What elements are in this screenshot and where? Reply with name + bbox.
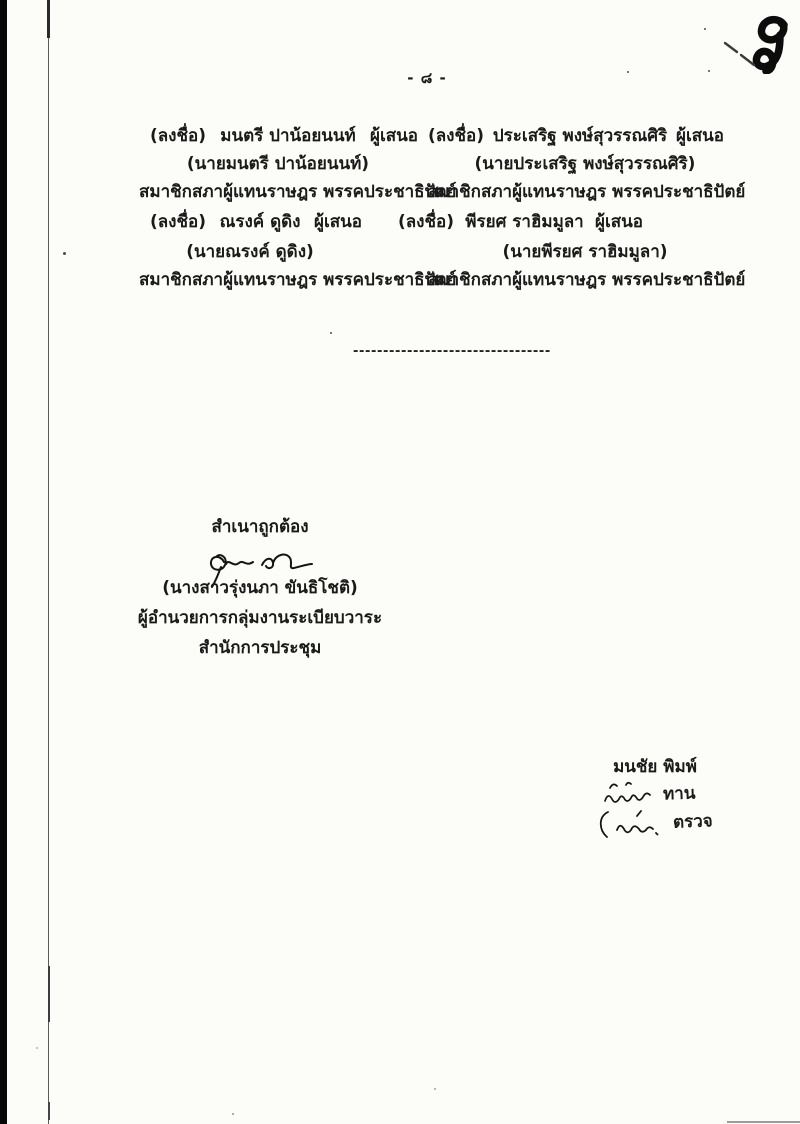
scan-paper-edge-line [48, 0, 49, 1124]
proposer-membership: สมาชิกสภาผู้แทนราษฎร พรรคประชาธิปัตย์ [139, 182, 457, 202]
checker-signature-handwriting-icon [596, 808, 666, 840]
proposer-name: มนตรี ปาน้อยนนท์ [220, 126, 356, 146]
scan-edge-black-bar [0, 0, 7, 1124]
proposer-membership: สมาชิกสภาผู้แทนราษฎร พรรคประชาธิปัตย์ [428, 270, 746, 290]
scan-speck [36, 1047, 38, 1049]
proposer-name: ประเสริฐ พงษ์สุวรรณศิริ [492, 126, 668, 146]
proposer-role: ผู้เสนอ [370, 126, 418, 146]
certifier-office: สำนักการประชุม [198, 638, 322, 658]
proposer-sign-line [150, 210, 362, 234]
scan-speck [704, 28, 706, 30]
checker-action-word: ตรวจ [672, 811, 714, 833]
scan-bottom-edge-line [727, 1121, 800, 1123]
proposer-sign-line [428, 124, 724, 148]
proposer-membership: สมาชิกสภาผู้แทนราษฎร พรรคประชาธิปัตย์ [139, 270, 457, 290]
scan-speck [63, 252, 66, 255]
proposer-name: พีรยศ ราฮิมมูลา [465, 212, 584, 232]
scan-speck [232, 1113, 234, 1115]
checker-note [596, 808, 713, 840]
proofreader-signature-handwriting-icon [602, 780, 656, 808]
certifier-position: ผู้อำนวยการกลุ่มงานระเบียบวาระ [137, 608, 383, 628]
scan-speck [627, 71, 629, 73]
typist-line: มนชัย พิมพ์ [613, 757, 697, 777]
proofreader-note [602, 780, 695, 808]
proposer-sign-line [398, 210, 643, 234]
sign-label: (ลงชื่อ) [150, 212, 207, 232]
page-number: - ๘ - [407, 69, 447, 87]
certified-copy-title: สำเนาถูกต้อง [211, 517, 309, 537]
proofreader-action-word: ทาน [662, 783, 696, 805]
certifier-name: (นางสาวรุ่งนภา ขันธิโชติ) [162, 578, 358, 598]
scan-speck [708, 70, 710, 72]
scan-paper-edge-line-cap [47, 0, 50, 38]
proposer-name-parenthesized: (นายประเสริฐ พงษ์สุวรรณศิริ) [474, 154, 696, 174]
proposer-name-parenthesized: (นายมนตรี ปาน้อยนนท์) [186, 154, 370, 174]
sign-label: (ลงชื่อ) [398, 212, 455, 232]
scan-paper-edge-smudge [48, 966, 50, 1022]
proposer-role: ผู้เสนอ [595, 212, 643, 232]
proposer-name-parenthesized: (นายณรงค์ ดูดิง) [186, 242, 314, 262]
proposer-role: ผู้เสนอ [314, 212, 362, 232]
section-divider-dashes: --------------------------------- [353, 344, 551, 359]
scan-paper-edge-smudge [48, 1102, 50, 1120]
corner-slash-mark [722, 40, 758, 68]
proposer-name-parenthesized: (นายพีรยศ ราฮิมมูลา) [502, 242, 668, 262]
sign-label: (ลงชื่อ) [150, 126, 207, 146]
proposer-role: ผู้เสนอ [676, 126, 724, 146]
proposer-name: ณรงค์ ดูดิง [219, 212, 301, 232]
slash-mark-icon [722, 40, 758, 68]
sign-label: (ลงชื่อ) [428, 126, 485, 146]
scan-speck [330, 332, 332, 334]
proposer-membership: สมาชิกสภาผู้แทนราษฎร พรรคประชาธิปัตย์ [428, 182, 746, 202]
scan-speck [434, 1088, 436, 1090]
proposer-sign-line [150, 124, 418, 148]
